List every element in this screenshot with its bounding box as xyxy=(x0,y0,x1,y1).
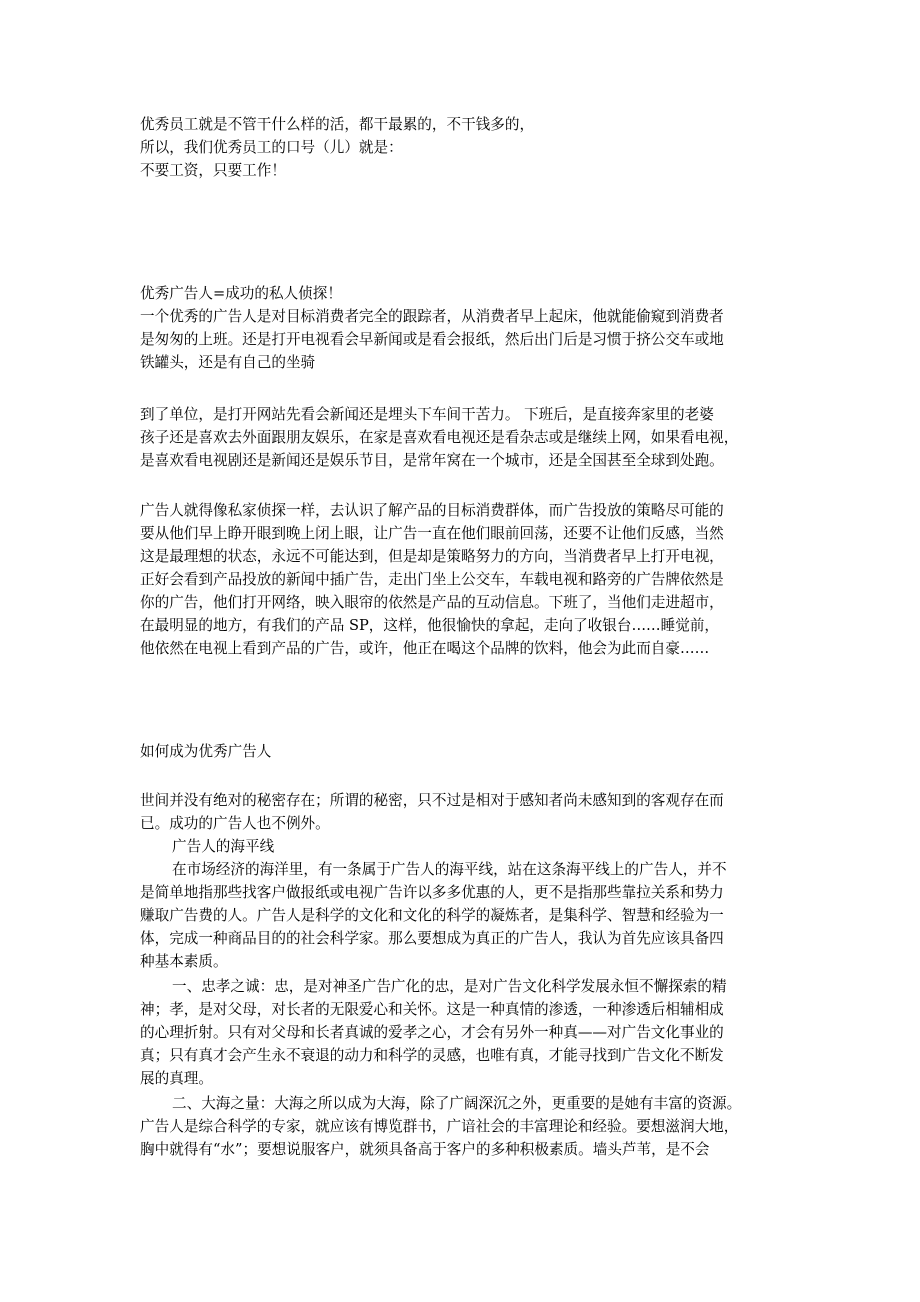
text-line: 一个优秀的广告人是对目标消费者完全的跟踪者，从消费者早上起床，他就能偷窥到消费者 xyxy=(140,308,724,325)
text-line: 种基本素质。 xyxy=(140,953,228,970)
subtitle: 广告人的海平线 xyxy=(172,838,275,855)
text-line: 展的真理。 xyxy=(140,1070,213,1087)
section-title: 优秀广告人=成功的私人侦探！ xyxy=(140,285,342,302)
text-line: 的心理折射。只有对父母和长者真诚的爱孝之心，才会有另外一种真——对广告文化事业的 xyxy=(140,1024,724,1041)
text-line: 赚取广告费的人。广告人是科学的文化和文化的科学的凝炼者，是集科学、智慧和经验为一 xyxy=(140,907,724,924)
text-line: 要从他们早上睁开眼到晚上闭上眼，让广告一直在他们眼前回荡，还要不让他们反感，当然 xyxy=(140,525,724,542)
text-line: 世间并没有绝对的秘密存在；所谓的秘密，只不过是相对于感知者尚未感知到的客观存在而 xyxy=(140,792,724,809)
text-line: 这是最理想的状态，永远不可能达到，但是却是策略努力的方向，当消费者早上打开电视， xyxy=(140,548,724,565)
text-line: 到了单位，是打开网站先看会新闻还是埋头下车间干苦力。 下班后，是直接奔家里的老婆 xyxy=(140,406,714,423)
text-line: 广告人就得像私家侦探一样，去认识了解产品的目标消费群体，而广告投放的策略尽可能的 xyxy=(140,502,724,519)
text-line: 在最明显的地方，有我们的产品 SP，这样，他很愉快的拿起，走向了收银台……睡觉前， xyxy=(140,617,720,634)
text-line: 在市场经济的海洋里，有一条属于广告人的海平线，站在这条海平线上的广告人，并不 xyxy=(172,861,727,878)
text-line: 不要工资，只要工作！ xyxy=(140,162,286,179)
text-line: 是喜欢看电视剧还是新闻还是娱乐节目，是常年窝在一个城市，还是全国甚至全球到处跑。 xyxy=(140,452,724,469)
section-title: 如何成为优秀广告人 xyxy=(140,743,272,760)
text-line: 神；孝，是对父母，对长者的无限爱心和关怀。这是一种真情的渗透，一种渗透后相辅相成 xyxy=(140,1001,724,1018)
text-line: 你的广告，他们打开网络，映入眼帘的依然是产品的互动信息。下班了，当他们走进超市， xyxy=(140,594,724,611)
text-line: 广告人是综合科学的专家，就应该有博览群书，广谙社会的丰富理论和经验。要想滋润大地， xyxy=(140,1118,739,1135)
text-line: 胸中就得有“水”；要想说服客户，就须具备高于客户的多种积极素质。墙头芦苇，是不会 xyxy=(140,1141,710,1158)
text-line: 铁罐头，还是有自己的坐骑 xyxy=(140,354,316,371)
text-line: 真；只有真才会产生永不衰退的动力和科学的灵感，也唯有真，才能寻找到广告文化不断发 xyxy=(140,1047,724,1064)
text-line: 他依然在电视上看到产品的广告，或许，他正在喝这个品牌的饮料，他会为此而自豪…… xyxy=(140,640,710,657)
text-line: 孩子还是喜欢去外面跟朋友娱乐，在家是喜欢看电视还是看杂志或是继续上网，如果看电视， xyxy=(140,429,739,446)
text-line: 二、大海之量：大海之所以成为大海，除了广阔深沉之外，更重要的是她有丰富的资源。 xyxy=(172,1095,742,1112)
text-line: 已。成功的广告人也不例外。 xyxy=(140,815,330,832)
text-line: 一、忠孝之诚：忠，是对神圣广告广化的忠，是对广告文化科学发展永恒不懈探索的精 xyxy=(172,978,727,995)
text-line: 是匆匆的上班。还是打开电视看会早新闻或是看会报纸，然后出门后是习惯于挤公交车或地 xyxy=(140,331,724,348)
text-line: 优秀员工就是不管干什么样的活，都干最累的，不干钱多的， xyxy=(140,116,535,133)
text-line: 正好会看到产品投放的新闻中插广告，走出门坐上公交车，车载电视和路旁的广告牌依然是 xyxy=(140,571,724,588)
text-line: 所以，我们优秀员工的口号（儿）就是： xyxy=(140,139,403,156)
text-line: 体，完成一种商品目的的社会科学家。那么要想成为真正的广告人，我认为首先应该具备四 xyxy=(140,930,724,947)
text-line: 是简单地指那些找客户做报纸或电视广告许以多多优惠的人，更不是指那些靠拉关系和势力 xyxy=(140,884,724,901)
